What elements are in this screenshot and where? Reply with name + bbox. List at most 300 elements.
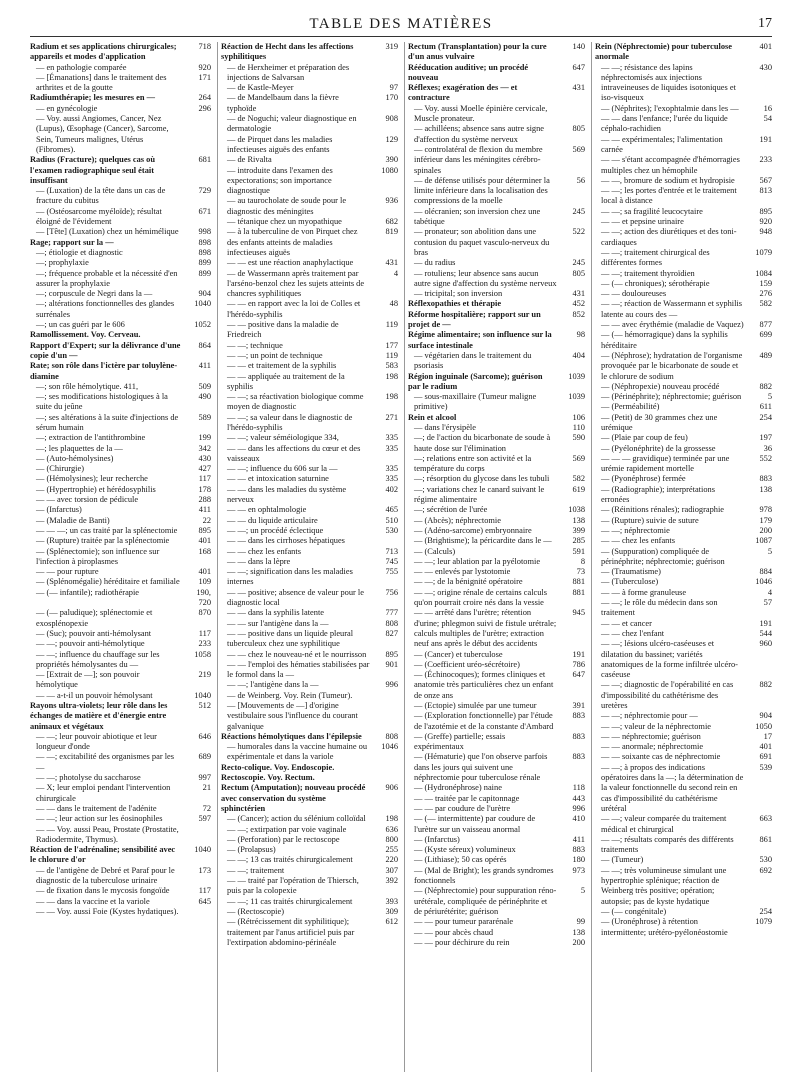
entry-text: — — a-t-il un pouvoir hémolysant: [36, 690, 153, 700]
index-entry: [595, 42, 772, 63]
entry-page-ref: 392: [385, 876, 398, 886]
index-entry: [595, 444, 772, 454]
index-entry: [30, 258, 211, 268]
index-entry: [221, 876, 398, 897]
index-entry: [30, 413, 211, 434]
entry-page-ref: 140: [572, 42, 585, 51]
index-entry: [221, 763, 398, 773]
index-entry: [408, 516, 585, 526]
entry-text: — (Néphrectomie) pour suppuration réno-urétérale, compliquée de périnéphrite et de périurétérite; guérison: [414, 886, 557, 916]
entry-page-ref: 1080: [381, 165, 398, 175]
index-entry: [221, 629, 398, 650]
entry-text: — (Échinocoques); formes cliniques et anatomie très particulières chez un enfant de onze ans: [414, 670, 554, 700]
entry-text: — —; résistance des lapins néphrectomisés aux injections intraveineuses de liquides isotoniques et iso-visqueux: [601, 62, 736, 103]
index-entry: [408, 557, 585, 567]
index-entry: [30, 732, 211, 753]
entry-text: — de Rivalta: [227, 155, 272, 165]
entry-page-ref: 612: [385, 917, 398, 927]
entry-page-ref: 998: [198, 227, 211, 237]
entry-page-ref: 288: [198, 495, 211, 505]
entry-text: — en gynécologie: [36, 103, 98, 113]
entry-page-ref: 36: [763, 443, 772, 453]
entry-text: — —, bromure de sodium et hydropisie: [601, 175, 735, 185]
entry-text: — — dans les maladies du système nerveux: [227, 484, 347, 505]
entry-text: — (— hémorragique) dans la syphilis héréditaire: [601, 330, 728, 350]
index-entry: [595, 474, 772, 484]
entry-text: — —; leur pouvoir abiotique et leur longueur d'onde: [36, 731, 157, 752]
entry-text: —; prophylaxie: [36, 258, 89, 268]
entry-page-ref: 401: [759, 742, 772, 752]
entry-text: — (Calculs): [414, 546, 456, 556]
entry-page-ref: 1040: [194, 845, 211, 855]
entry-text: — (Lithiase); 50 cas opérés: [414, 855, 507, 865]
entry-text: — —; traitement chirurgical des différentes formes: [601, 247, 710, 268]
entry-page-ref: 411: [198, 361, 211, 371]
index-entry: [408, 804, 585, 814]
entry-text: Réflexopathies et thérapie: [408, 299, 502, 309]
entry-page-ref: 391: [572, 701, 585, 710]
entry-text: — — expérimentales; l'alimentation carnée: [601, 134, 723, 154]
entry-page-ref: 619: [572, 484, 585, 494]
entry-page-ref: 48: [389, 299, 398, 309]
entry-text: —; extraction de l'antithrombine: [36, 433, 146, 443]
entry-text: — (Hypertrophie) et hérédosyphilis: [36, 484, 156, 494]
entry-text: — — néphrectomie; guérison: [601, 731, 701, 741]
index-column-4: [591, 42, 772, 1072]
entry-text: — (Ectopie) simulée par une tumeur: [414, 701, 537, 710]
entry-page-ref: 800: [385, 834, 398, 844]
entry-text: Rein et alcool: [408, 412, 457, 422]
entry-page-ref: 21: [202, 783, 211, 793]
entry-text: —; corpuscule de Negri dans la —: [36, 289, 153, 299]
entry-text: — de Herxheimer et préparation des injections de Salvarsan: [227, 62, 350, 82]
entry-page-ref: 177: [385, 340, 398, 350]
index-entry: [30, 248, 211, 258]
entry-text: — —; extirpation par voie vaginale: [227, 824, 347, 834]
entry-page-ref: 591: [572, 546, 585, 556]
entry-text: — — et traitement de la syphilis: [227, 361, 337, 371]
entry-page-ref: 636: [385, 824, 398, 834]
index-entry: [221, 114, 398, 135]
entry-page-ref: 411: [198, 505, 211, 515]
entry-page-ref: 57: [763, 598, 772, 608]
entry-text: — en pathologie comparée: [36, 62, 127, 72]
entry-page-ref: 233: [198, 639, 211, 649]
index-entry: [30, 63, 211, 73]
index-entry: [221, 361, 398, 371]
entry-page-ref: 901: [385, 659, 398, 669]
index-entry: [595, 413, 772, 434]
index-entry: [595, 330, 772, 351]
entry-text: — (Perméabilité): [601, 402, 660, 412]
entry-page-ref: 522: [572, 227, 585, 237]
entry-text: Région inguinale (Sarcome); guérison par le radium: [408, 371, 543, 391]
entry-text: —; altérations fonctionnelles des glandes surrénales: [36, 299, 175, 319]
index-entry: [221, 660, 398, 681]
index-entry: [595, 855, 772, 865]
index-entry: [30, 773, 211, 783]
entry-page-ref: 404: [572, 350, 585, 360]
index-entry: [408, 855, 585, 865]
entry-page-ref: 512: [198, 701, 211, 710]
index-entry: [595, 516, 772, 526]
entry-page-ref: 17: [763, 731, 772, 741]
index-entry: [30, 361, 211, 382]
index-entry: [221, 547, 398, 557]
entry-text: — (Néphrose); hydratation de l'organisme provoquée par le bicarbonate de soude et le chlorure de sodium: [601, 350, 743, 381]
entry-page-ref: 5: [767, 546, 772, 556]
entry-page-ref: 4: [767, 587, 772, 597]
index-entry: [408, 752, 585, 783]
index-entry: [595, 135, 772, 156]
entry-page-ref: 199: [198, 433, 211, 443]
index-entry: [595, 269, 772, 279]
entry-text: — — traitée par le capitonnage: [414, 793, 520, 803]
entry-page-ref: 864: [198, 340, 211, 350]
index-entry: [30, 536, 211, 546]
index-column-1: [30, 42, 211, 1072]
entry-text: — — dans le traitement de l'adénite: [36, 803, 157, 813]
entry-text: — (Maladie de Banti): [36, 515, 110, 525]
index-entry: [30, 783, 211, 804]
index-entry: [30, 289, 211, 299]
entry-page-ref: 191: [572, 649, 585, 659]
entry-page-ref: 808: [385, 731, 398, 741]
entry-page-ref: 689: [198, 752, 211, 762]
index-entry: [595, 176, 772, 186]
entry-page-ref: 569: [572, 453, 585, 463]
entry-text: —; ses altérations à la suite d'injections de sérum humain: [36, 412, 179, 432]
entry-page-ref: 663: [759, 814, 772, 824]
entry-page-ref: 173: [198, 865, 211, 875]
entry-text: —; un cas guéri par le 606: [36, 320, 125, 330]
entry-page-ref: 920: [759, 217, 772, 227]
index-entry: [221, 619, 398, 629]
entry-page-ref: 411: [572, 834, 585, 844]
index-entry: [221, 526, 398, 536]
index-entry: [408, 176, 585, 207]
index-entry: [408, 567, 585, 577]
entry-page-ref: 530: [759, 855, 772, 865]
entry-page-ref: 552: [759, 453, 772, 463]
entry-page-ref: 611: [759, 402, 772, 412]
entry-page-ref: 138: [759, 484, 772, 494]
index-entry: [30, 114, 211, 155]
entry-text: — de l'antigène de Debré et Paraf pour le diagnostic de la tuberculose urinaire: [36, 865, 175, 886]
entry-page-ref: 569: [572, 144, 585, 154]
index-entry: [408, 814, 585, 835]
index-entry: [595, 454, 772, 475]
index-entry: [408, 258, 585, 268]
index-entry: [30, 691, 211, 701]
index-entry: [595, 248, 772, 269]
entry-page-ref: 5: [767, 392, 772, 402]
entry-text: — (Hydronéphrose) naine: [414, 783, 502, 793]
entry-page-ref: 899: [198, 268, 211, 278]
index-entry: [595, 433, 772, 443]
index-entry: [221, 433, 398, 443]
entry-text: — (Brightisme); la péricardite dans le —: [414, 536, 552, 546]
entry-page-ref: 756: [385, 587, 398, 597]
index-columns: [30, 42, 772, 1072]
entry-text: — —; le rôle du médecin dans son traitement: [601, 598, 718, 618]
entry-text: — (Prolapsus): [227, 845, 276, 855]
entry-text: Rapport d'Expert; sur la délivrance d'une copie d'un —: [30, 340, 181, 360]
entry-text: — de Kastle-Meyer: [227, 83, 294, 93]
index-entry: [221, 845, 398, 855]
entry-text: —; les plaquettes de la —: [36, 443, 123, 453]
index-entry: [595, 814, 772, 835]
index-entry: [221, 341, 398, 351]
index-entry: [595, 207, 772, 217]
entry-text: Rein (Néphrectomie) pour tuberculose anormale: [595, 42, 733, 62]
entry-text: — de défense utilisés pour déterminer la limite inférieure dans la localisation des compressions de la moelle: [414, 175, 550, 206]
entry-text: — (Tumeur): [601, 855, 644, 865]
entry-text: Rectum (Transplantation) pour la cure d'un anus vulvaire: [408, 42, 547, 62]
index-entry: [221, 855, 398, 865]
entry-text: — (Adéno-sarcome) embryonnaire: [414, 525, 532, 535]
entry-page-ref: 200: [759, 525, 772, 535]
entry-page-ref: 99: [576, 917, 585, 927]
index-entry: [408, 650, 585, 660]
entry-page-ref: 197: [759, 433, 772, 443]
index-entry: [595, 835, 772, 856]
index-entry: [221, 567, 398, 588]
entry-page-ref: 401: [759, 42, 772, 51]
entry-text: — —; influence du chauffage sur les propriétés hémolysantes du —: [36, 649, 160, 669]
entry-page-ref: 109: [198, 577, 211, 587]
entry-page-ref: 219: [198, 670, 211, 680]
index-entry: [408, 783, 585, 793]
index-entry: [595, 289, 772, 299]
entry-text: — (Perforation) par le rectoscope: [227, 834, 340, 844]
entry-page-ref: 56: [576, 175, 585, 185]
entry-text: Rectum (Amputation); nouveau procédé avec conservation du système sphinctérien: [221, 783, 366, 813]
entry-page-ref: 882: [759, 381, 772, 391]
entry-page-ref: 647: [572, 670, 585, 680]
entry-text: — — chez les enfants: [227, 546, 301, 556]
index-entry: [221, 93, 398, 114]
entry-page-ref: 948: [759, 227, 772, 237]
index-entry: [30, 629, 211, 639]
entry-text: — — s'étant accompagnée d'hémorragies multiples chez un hémophile: [601, 155, 740, 175]
entry-text: — — en ophtalmologie: [227, 505, 307, 515]
entry-text: Recto-colique. Voy. Endoscopie.: [221, 762, 335, 772]
entry-text: — — dans la lèpre: [227, 556, 291, 566]
entry-text: — —; action des diurétiques et des toni-cardiaques: [601, 227, 737, 247]
entry-page-ref: 1039: [568, 392, 585, 402]
entry-text: Rate; son rôle dans l'ictère par toluylène-diamine: [30, 361, 178, 381]
entry-text: — (Mal de Bright); les grands syndromes fonctionnels: [414, 865, 554, 886]
entry-text: — achilléens; absence sans autre signe d'affection du système nerveux: [414, 124, 544, 144]
index-entry: [408, 299, 585, 309]
index-entry: [221, 269, 398, 300]
entry-page-ref: 1052: [194, 320, 211, 330]
index-entry: [595, 382, 772, 392]
index-entry: [221, 155, 398, 165]
index-entry: [30, 516, 211, 526]
entry-page-ref: 309: [385, 906, 398, 916]
entry-page-ref: 220: [385, 855, 398, 865]
entry-text: — —; sa valeur dans le diagnostic de l'hérédo-syphilis: [227, 412, 353, 432]
entry-text: — —; l'antigène dans la —: [227, 680, 319, 690]
entry-page-ref: 390: [385, 155, 398, 165]
index-entry: [221, 196, 398, 217]
entry-page-ref: 335: [385, 474, 398, 484]
index-entry: [408, 351, 585, 372]
entry-text: Radiumthérapie; les mesures en —: [30, 93, 155, 103]
index-entry: [221, 485, 398, 506]
index-entry: [221, 701, 398, 732]
entry-page-ref: 713: [385, 546, 398, 556]
index-entry: [221, 227, 398, 258]
entry-page-ref: 117: [198, 474, 211, 484]
entry-page-ref: 98: [576, 330, 585, 340]
index-entry: [408, 474, 585, 484]
entry-page-ref: 1040: [194, 299, 211, 309]
entry-text: — — pour déchirure du rein: [414, 937, 510, 947]
entry-text: — — à forme granuleuse: [601, 587, 687, 597]
entry-text: — de Noguchi; valeur diagnostique en dermatologie: [227, 114, 357, 134]
index-entry: [595, 186, 772, 207]
index-entry: [408, 392, 585, 413]
index-column-2: [217, 42, 398, 1072]
entry-text: Rage; rapport sur la —: [30, 237, 114, 247]
entry-text: — rotuliens; leur absence sans aucun autre signe d'affection du système nerveux: [414, 268, 557, 288]
entry-page-ref: 307: [385, 865, 398, 875]
index-entry: [408, 866, 585, 887]
index-entry: [408, 794, 585, 804]
entry-text: — (Pyélonéphrite) de la grossesse: [601, 443, 716, 453]
index-entry: [595, 732, 772, 742]
entry-page-ref: 1058: [194, 649, 211, 659]
entry-text: — — dans les cirrhoses hépatiques: [227, 536, 345, 546]
entry-page-ref: 883: [572, 752, 585, 762]
entry-text: — — chez l'enfant: [601, 628, 665, 638]
index-entry: [595, 299, 772, 320]
entry-text: — — chez les enfants: [601, 536, 675, 546]
entry-page-ref: 509: [198, 381, 211, 391]
entry-text: — [Mouvements de —] d'origine vestibulaire sous l'influence du courant galvanique: [227, 701, 358, 731]
entry-text: — — chez le nouveau-né et le nourrisson: [227, 649, 367, 659]
entry-text: — — avec érythémie (maladie de Vaquez): [601, 320, 744, 330]
entry-text: — — dans l'enfance; l'urée du liquide céphalo-rachidien: [601, 114, 728, 134]
index-entry: [408, 454, 585, 475]
index-entry: [408, 145, 585, 176]
entry-text: — — enlevés par lystotomie: [414, 567, 511, 577]
entry-text: — —; lésions ulcéro-caséeuses et dilatation du bassinet; variétés anatomiques de la forme infiltrée ulcéro-caséeuse: [601, 639, 738, 680]
index-entry: [408, 917, 585, 927]
page-number: 17: [758, 16, 772, 31]
entry-text: — [Émanations] dans le traitement des arthrites et de la goutte: [36, 72, 167, 93]
entry-text: — (Infarctus): [36, 505, 82, 515]
entry-text: — — pour tumeur pararénale: [414, 917, 514, 927]
index-entry: [408, 485, 585, 506]
entry-text: — —; un procédé éclectique: [227, 525, 324, 535]
index-entry: [221, 351, 398, 361]
entry-text: — tricipital; son inversion: [414, 289, 503, 299]
entry-page-ref: 996: [385, 680, 398, 690]
index-entry: [595, 711, 772, 721]
entry-text: —; son rôle hémolytique. 411,: [36, 381, 139, 391]
entry-page-ref: 118: [572, 783, 585, 793]
index-entry: [408, 289, 585, 299]
entry-text: — (Périnéphrite); néphrectomie; guérison: [601, 392, 742, 402]
entry-text: — [Tête] (Luxation) chez un hémimélique: [36, 227, 179, 237]
index-entry: [595, 619, 772, 629]
entry-page-ref: 870: [198, 608, 211, 618]
running-title: TABLE DES MATIÈRES: [309, 16, 493, 32]
entry-page-ref: 335: [385, 464, 398, 474]
entry-text: — végétarien dans le traitement du psoriasis: [414, 350, 532, 371]
index-entry: [408, 63, 585, 84]
entry-page-ref: 178: [198, 484, 211, 494]
entry-text: — tétanique chez un myopathique: [227, 217, 342, 227]
entry-page-ref: 489: [759, 350, 772, 360]
index-entry: [595, 526, 772, 536]
index-entry: [408, 83, 585, 104]
entry-page-ref: 73: [576, 567, 585, 577]
index-entry: [221, 917, 398, 948]
entry-text: — (Rétrécissement dit syphilitique); traitement par l'anus artificiel puis par l'extirpation abdomino-périnéale: [227, 917, 355, 947]
entry-page-ref: 827: [385, 628, 398, 638]
index-entry: [595, 680, 772, 711]
entry-page-ref: 646: [198, 731, 211, 741]
entry-text: — — par coudure de l'urètre: [414, 803, 511, 813]
entry-text: — (Chirurgie): [36, 464, 84, 474]
index-entry: [221, 783, 398, 814]
entry-page-ref: 899: [198, 258, 211, 268]
index-entry: [595, 536, 772, 546]
entry-page-ref: 945: [572, 608, 585, 618]
index-entry: [595, 917, 772, 938]
index-entry: [595, 907, 772, 917]
index-entry: [595, 155, 772, 176]
entry-text: — — est une réaction anaphylactique: [227, 258, 354, 268]
entry-page-ref: 671: [198, 206, 211, 216]
index-entry: [221, 835, 398, 845]
index-entry: [30, 639, 211, 649]
index-entry: [221, 217, 398, 227]
entry-page-ref: 973: [572, 865, 585, 875]
entry-text: — (Tuberculose): [601, 577, 659, 587]
entry-page-ref: 852: [572, 309, 585, 319]
entry-page-ref: 431: [572, 289, 585, 299]
entry-page-ref: 22: [202, 515, 211, 525]
entry-page-ref: 1079: [755, 247, 772, 257]
index-entry: [595, 598, 772, 619]
entry-page-ref: 430: [759, 62, 772, 72]
index-entry: [408, 732, 585, 753]
entry-text: — (Luxation) de la tête dans un cas de fracture du cubitus: [36, 186, 166, 206]
index-entry: [30, 73, 211, 94]
entry-text: — —; signification dans les maladies internes: [227, 567, 353, 587]
entry-text: — (Greffe) partielle; essais expérimentaux: [414, 731, 506, 752]
index-entry: [595, 402, 772, 412]
entry-text: — (Hémolysines); leur recherche: [36, 474, 148, 484]
entry-page-ref: 276: [759, 289, 772, 299]
entry-text: — Voy. aussi Angiomes, Cancer, Nez (Lupus), Œsophage (Cancer), Sarcome, Sein, Tumeurs malignes, Utérus (Fibromes).: [36, 114, 169, 154]
entry-text: Réactions hémolytiques dans l'épilepsie: [221, 731, 362, 741]
entry-page-ref: 335: [385, 443, 398, 453]
entry-page-ref: 895: [198, 525, 211, 535]
index-entry: [221, 516, 398, 526]
entry-text: Rééducation auditive; un procédé nouveau: [408, 62, 529, 82]
entry-text: — (Ostéosarcome myéloïde); résultat éloigné de l'évidement: [36, 206, 162, 227]
entry-page-ref: 254: [759, 906, 772, 916]
entry-page-ref: 582: [759, 299, 772, 309]
index-entry: [221, 392, 398, 413]
